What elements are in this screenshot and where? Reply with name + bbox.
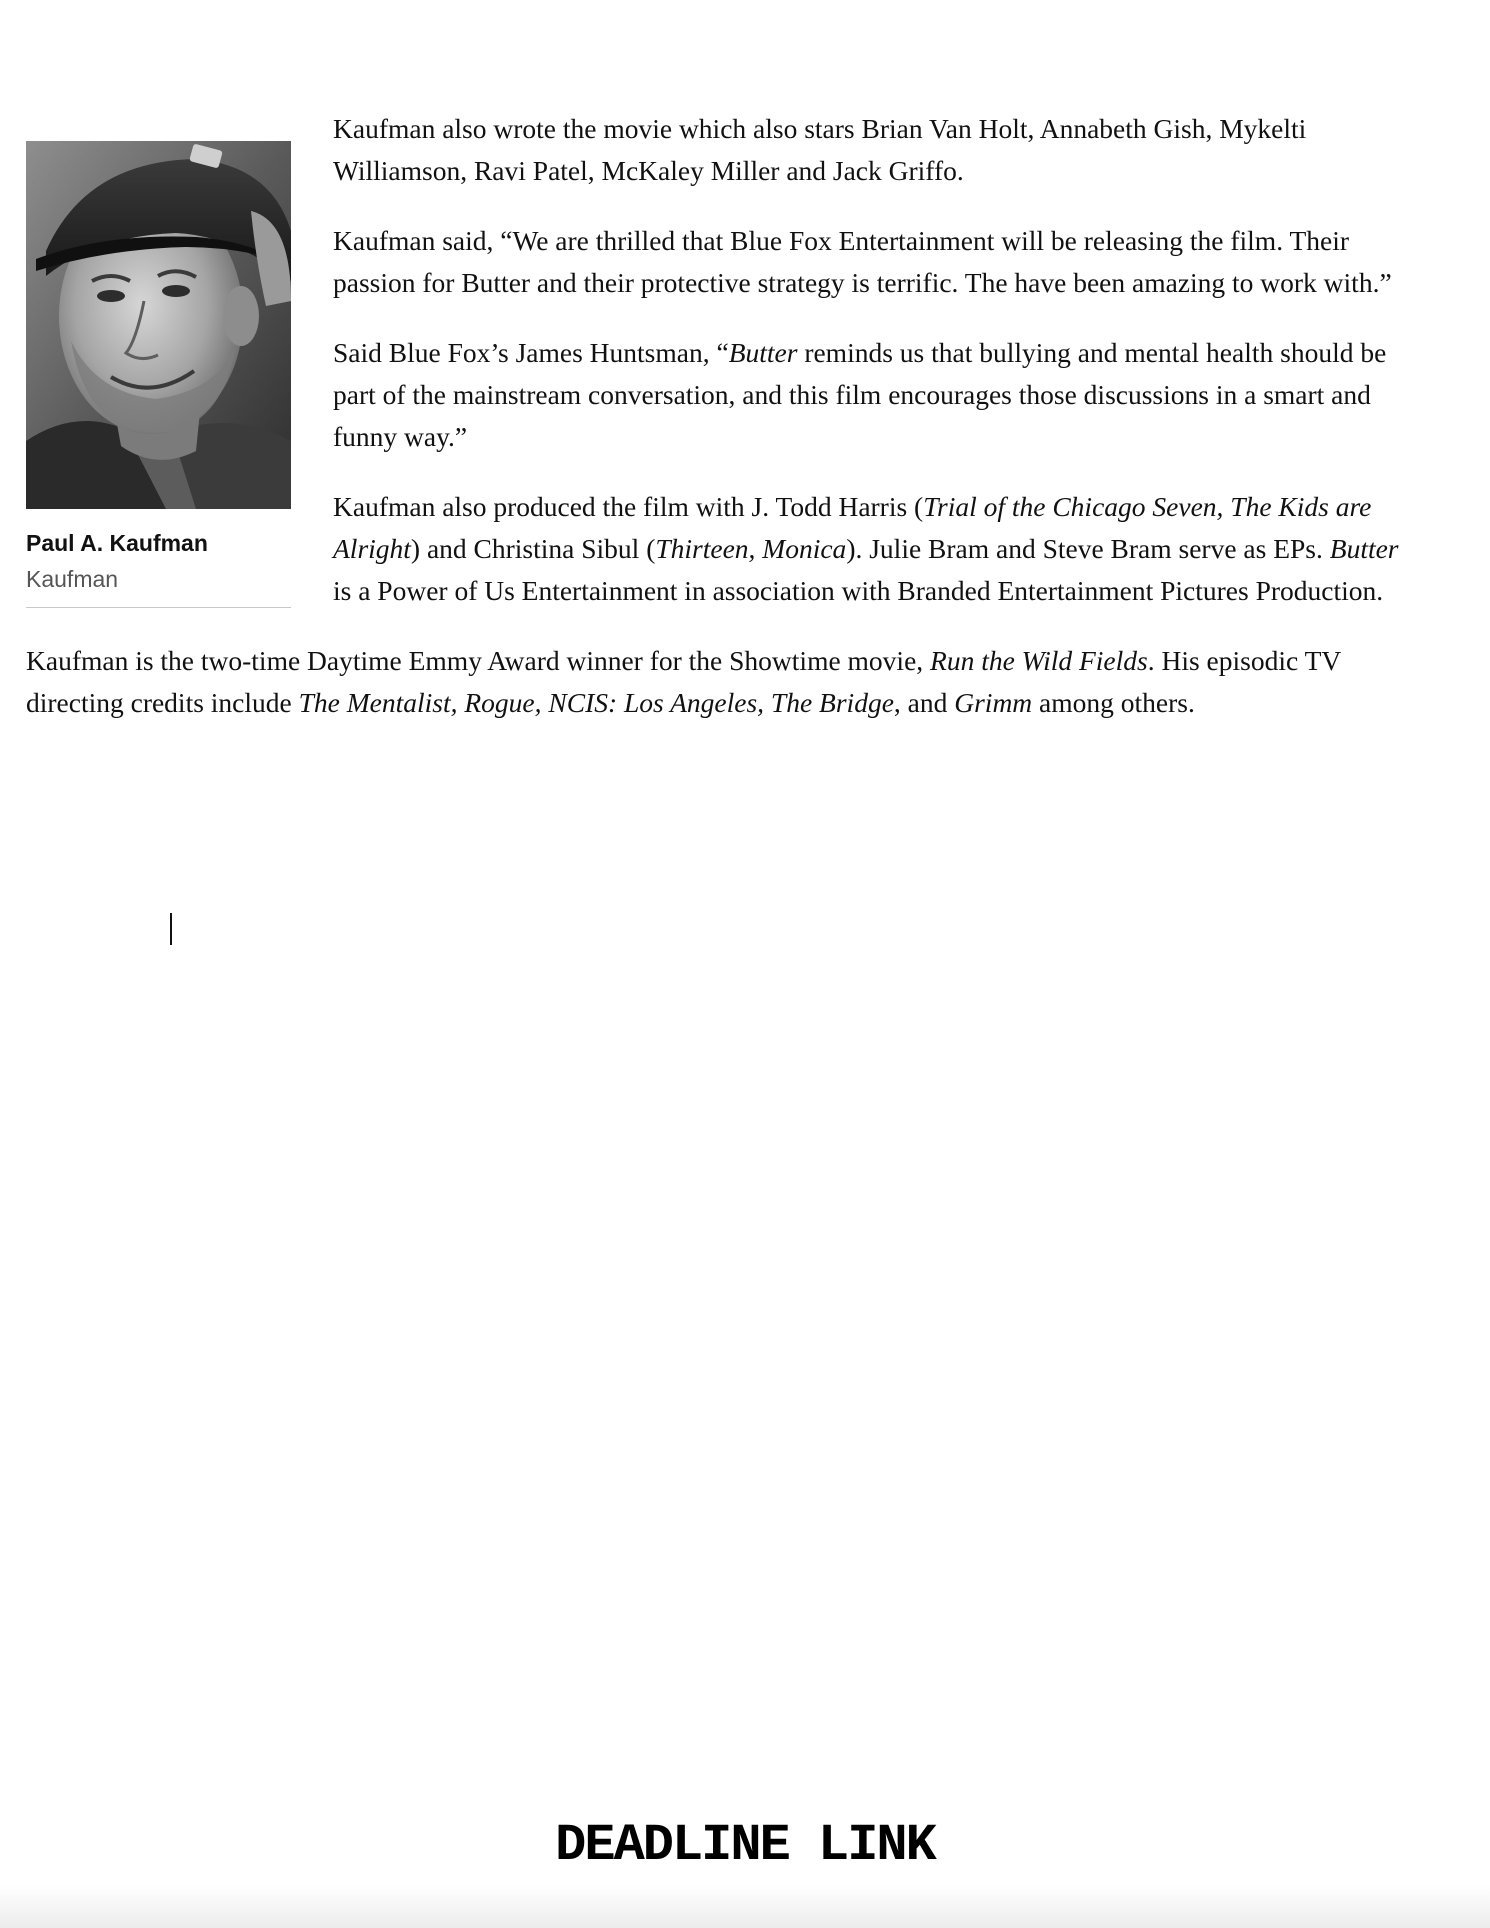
p4-text-g: is a Power of Us Entertainment in association with Branded Entertainment Pictures Production. [333, 575, 1384, 606]
p5-text-c: . His episodic TV directing credits include [26, 645, 1341, 718]
p5-text-g: among others. [1032, 687, 1195, 718]
article-body [26, 108, 1421, 752]
p4-italic-credits-1: Trial of the Chicago Seven, The Kids are Alright [333, 491, 1372, 564]
p4-text-e: ). Julie Bram and Steve Bram serve as EPs. [846, 533, 1330, 564]
bottom-fade [0, 1885, 1490, 1928]
p3-text-a: Said Blue Fox’s James Huntsman, “ [333, 337, 729, 368]
photo-credit: Kaufman [26, 565, 291, 608]
author-photo [26, 141, 291, 509]
photo-caption-name: Paul A. Kaufman [26, 530, 208, 556]
paragraph-2: Kaufman said, “We are thrilled that Blue Fox Entertainment will be releasing the film. Their passion for Butter and their protective strategy is terrific. The have been amazing to work with.” [333, 225, 1392, 298]
p5-text-e: , and [893, 687, 955, 718]
deadline-link[interactable]: DEADLINE LINK [555, 1816, 935, 1875]
p5-italic-movie: Run the Wild Fields [930, 645, 1148, 676]
p4-italic-title: Butter [1329, 533, 1399, 564]
author-figure [26, 141, 291, 608]
p3-italic-title: Butter [728, 337, 798, 368]
paragraph-1: Kaufman also wrote the movie which also stars Brian Van Holt, Annabeth Gish, Mykelti Williamson, Ravi Patel, McKaley Miller and Jack Griffo. [333, 113, 1307, 186]
p4-text-c: ) and Christina Sibul ( [410, 533, 656, 564]
p3-text-c: reminds us that bullying and mental health should be part of the mainstream conversation, and this film encourages those discussions in a smart and funny way.” [333, 337, 1387, 452]
p4-text-a: Kaufman also produced the film with J. Todd Harris ( [333, 491, 924, 522]
text-cursor [170, 913, 172, 945]
p4-italic-credits-2: Thirteen, Monica [655, 533, 847, 564]
p5-text-a: Kaufman is the two-time Daytime Emmy Award winner for the Showtime movie, [26, 645, 931, 676]
paragraph-5 [26, 640, 1421, 724]
p5-italic-grimm: Grimm [954, 687, 1033, 718]
p5-italic-shows: The Mentalist, Rogue, NCIS: Los Angeles, The Bridge [298, 687, 894, 718]
